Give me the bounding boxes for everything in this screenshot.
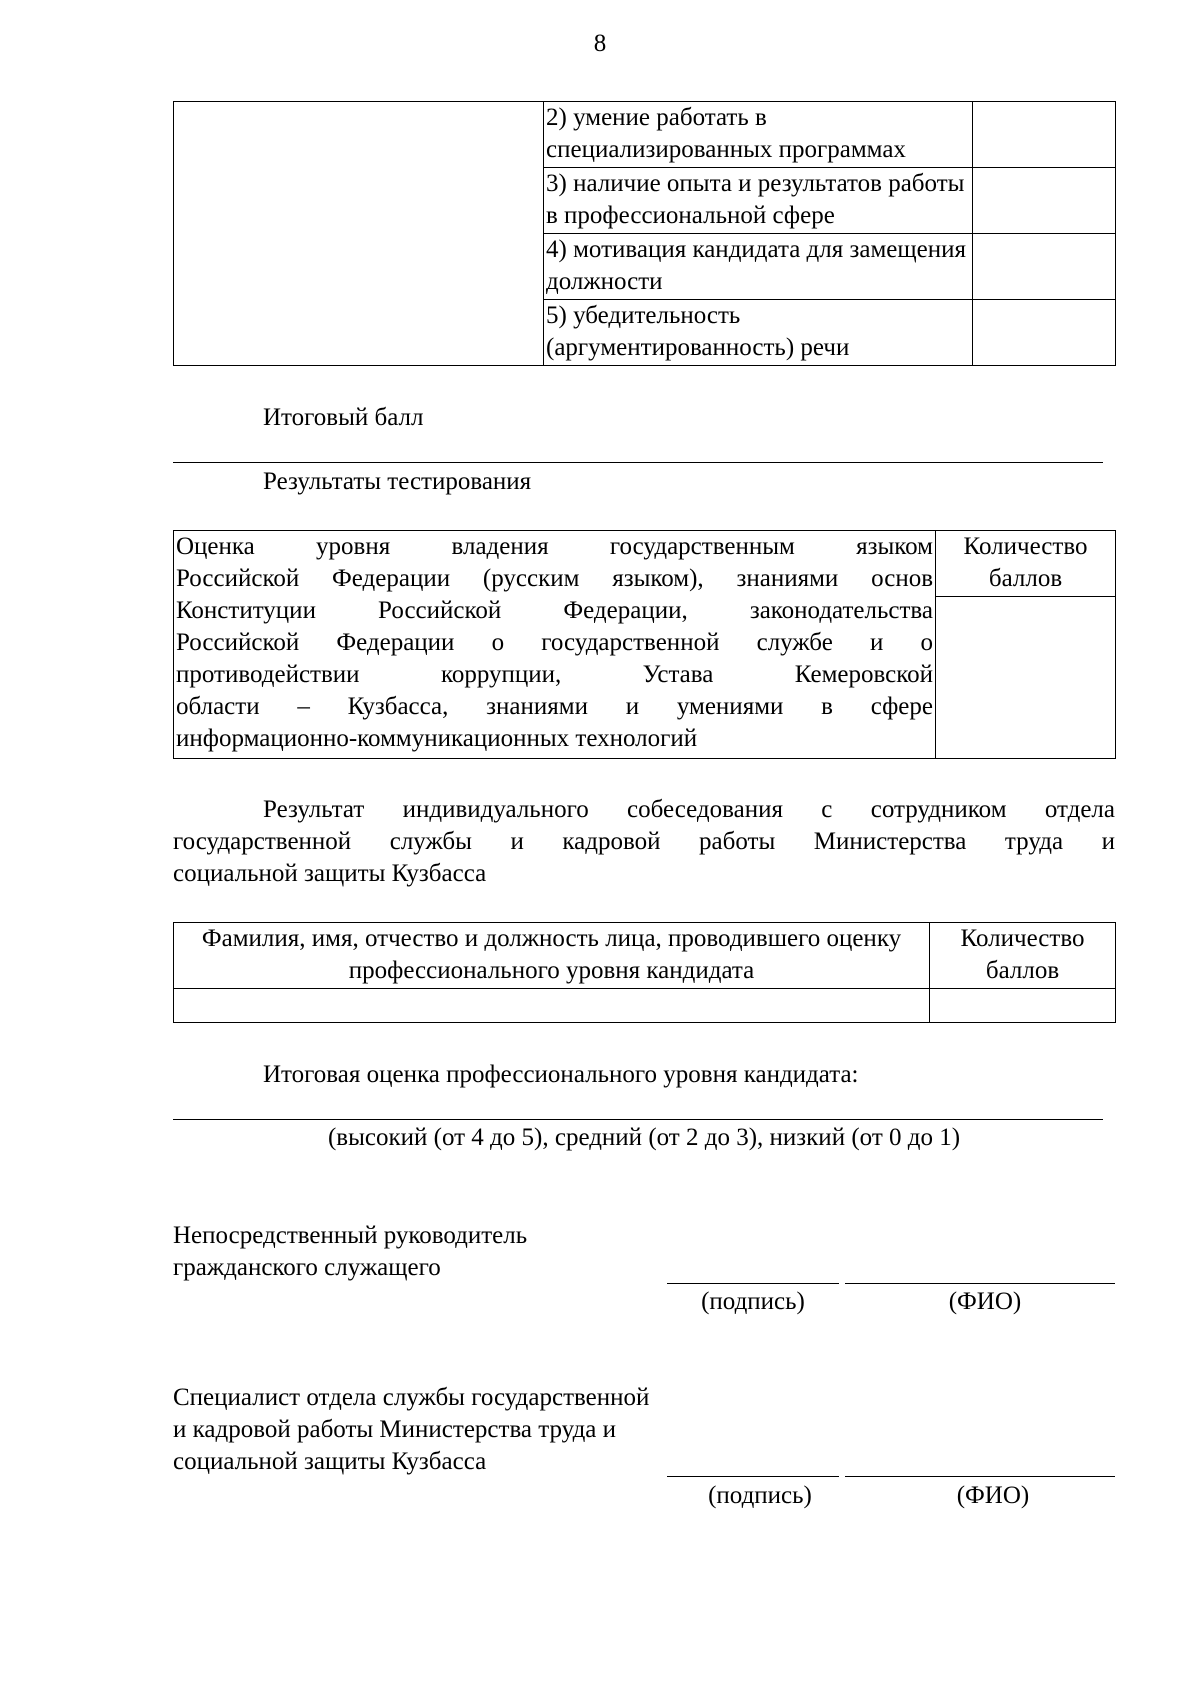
criteria-left-empty-cell — [174, 102, 544, 366]
assessor-score-cell — [930, 989, 1116, 1023]
criteria-table — [173, 101, 1116, 366]
criteria-row: 2) умение работать в специализированных программах — [544, 102, 973, 168]
signature-1-title — [173, 1220, 527, 1284]
assessor-header-name: Фамилия, имя, отчество и должность лица, проводившего оценку профессионального уровня кандидата — [174, 923, 930, 989]
signature-2-title — [173, 1382, 649, 1478]
signature-1-name-caption: (ФИО) — [948, 1288, 1022, 1315]
signature-2-name-caption: (ФИО) — [956, 1482, 1030, 1509]
testing-line: Оценка уровня владения государственным языком — [176, 533, 933, 560]
testing-heading: Результаты тестирования — [263, 468, 532, 495]
testing-line: информационно-коммуникационных технологий — [176, 725, 698, 752]
signature-1-title-line: Непосредственный руководитель — [173, 1222, 528, 1249]
signature-2-sign-caption: (подпись) — [708, 1482, 812, 1509]
interview-line: Результат индивидуального собеседования с сотрудником отдела — [263, 796, 1115, 823]
criteria-row: 5) убедительность (аргументированность) речи — [544, 300, 973, 366]
testing-table — [173, 530, 1116, 759]
interview-line: государственной службы и кадровой работы Министерства труда и — [173, 828, 1115, 855]
testing-line: противодействии коррупции, Устава Кемеровской — [176, 661, 933, 688]
criteria-row: 4) мотивация кандидата для замещения должности — [544, 234, 973, 300]
assessor-table — [173, 922, 1116, 1023]
signature-1-name-line — [845, 1283, 1115, 1284]
signature-2-title-line: социальной защиты Кузбасса — [173, 1448, 487, 1475]
criteria-score-cell — [973, 300, 1116, 366]
signature-2-title-line: Специалист отдела службы государственной — [173, 1384, 650, 1411]
criteria-score-cell — [973, 234, 1116, 300]
signature-2-title-line: и кадровой работы Министерства труда и — [173, 1416, 617, 1443]
criteria-score-cell — [973, 102, 1116, 168]
testing-line: Конституции Российской Федерации, законодательства — [176, 597, 933, 624]
testing-score-cell — [936, 597, 1116, 759]
final-score-line — [173, 462, 1103, 463]
testing-description-cell — [174, 531, 936, 759]
testing-line: Российской Федерации о государственной службе и о — [176, 629, 933, 656]
final-assessment-line — [173, 1119, 1103, 1120]
interview-paragraph — [173, 794, 1115, 890]
criteria-row: 3) наличие опыта и результатов работы в профессиональной сфере — [544, 168, 973, 234]
assessor-name-cell — [174, 989, 930, 1023]
signature-1-sign-line — [667, 1283, 839, 1284]
testing-score-header: Количество баллов — [936, 531, 1116, 597]
signature-1-title-line: гражданского служащего — [173, 1254, 441, 1281]
interview-line: социальной защиты Кузбасса — [173, 860, 487, 887]
page-number: 8 — [593, 30, 607, 57]
assessment-scale: (высокий (от 4 до 5), средний (от 2 до 3), низкий (от 0 до 1) — [327, 1124, 961, 1151]
final-assessment-label: Итоговая оценка профессионального уровня кандидата: — [263, 1061, 859, 1088]
signature-2-name-line — [845, 1476, 1115, 1477]
testing-line: Российской Федерации (русским языком), знаниями основ — [176, 565, 933, 592]
signature-1-sign-caption: (подпись) — [701, 1288, 805, 1315]
final-score-label: Итоговый балл — [263, 404, 424, 431]
testing-line: области – Кузбасса, знаниями и умениями в сфере — [176, 693, 933, 720]
signature-2-sign-line — [667, 1476, 839, 1477]
criteria-score-cell — [973, 168, 1116, 234]
assessor-header-score: Количество баллов — [930, 923, 1116, 989]
